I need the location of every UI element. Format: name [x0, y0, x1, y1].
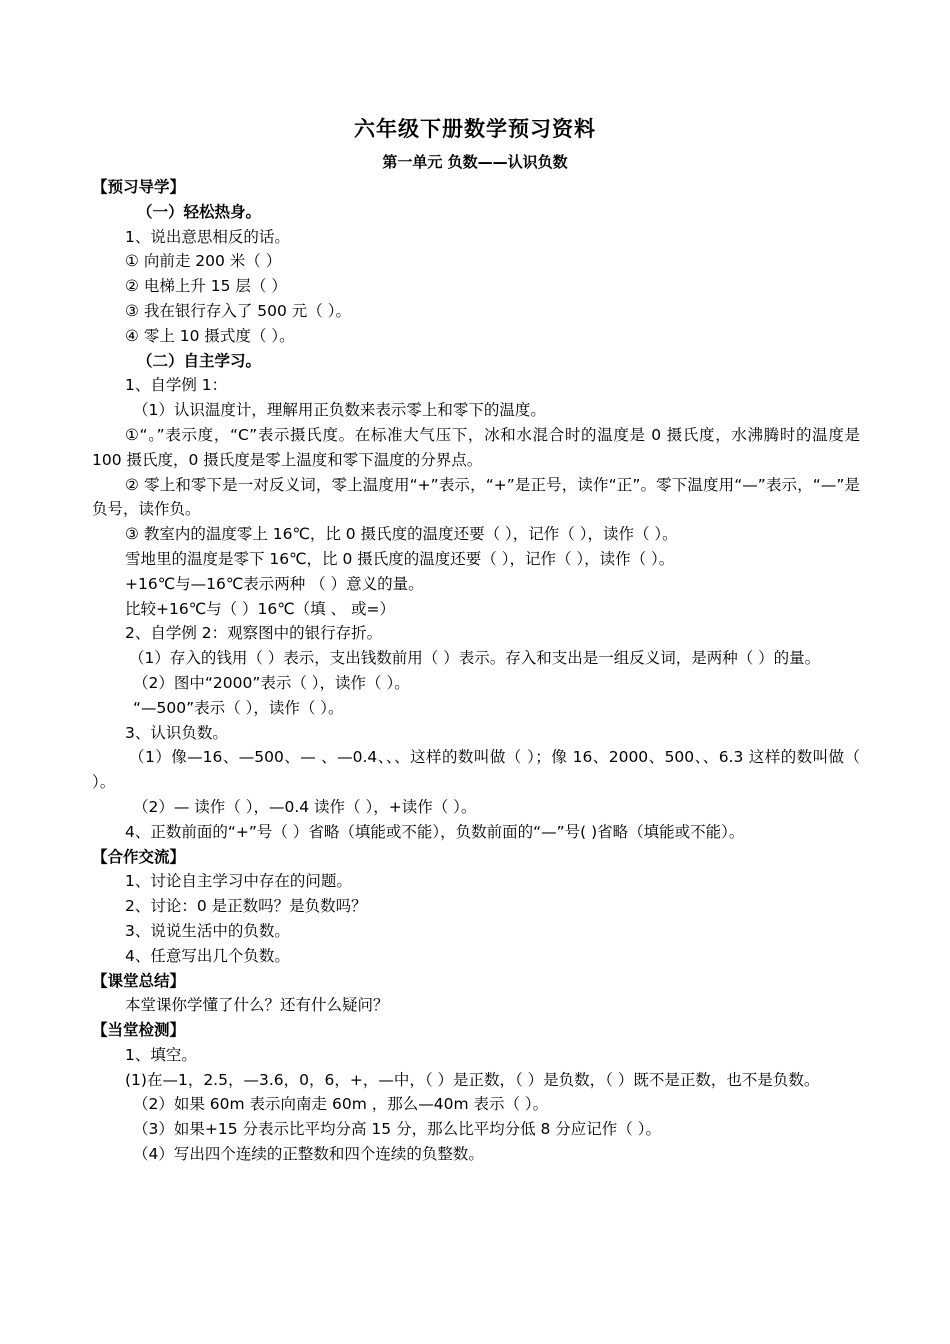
text-line: （1）认识温度计，理解用正负数来表示零上和零下的温度。	[133, 401, 546, 420]
section-heading: 【当堂检测】	[92, 1021, 186, 1040]
text-line: (1)在—1，2.5，—3.6，0，6，+，—中，（ ）是正数，（ ）是负数，（ ）既不是正数，也不是负数。	[125, 1070, 820, 1089]
page-subtitle: 第一单元 负数——认识负数	[382, 153, 568, 171]
text-line: ③ 我在银行存入了 500 元（ ）。	[125, 301, 351, 320]
text-line: （3）如果+15 分表示比平均分高 15 分，那么比平均分低 8 分应记作（ ）。	[133, 1120, 661, 1139]
text-line: ③ 教室内的温度零上 16℃，比 0 摄氏度的温度还要（ ），记作（ ），读作（ ）。	[125, 525, 678, 544]
text-line: （1）存入的钱用（ ）表示，支出钱数前用（ ）表示。存入和支出是一组反义词，是两种（ ）的量。	[129, 649, 821, 668]
text-line: ② 零上和零下是一对反义词，零上温度用“+”表示，“+”是正号，读作“正”。零下温度用“—”表示，“—”是负号，读作负。	[92, 475, 860, 519]
section-heading: 【合作交流】	[92, 847, 186, 866]
text-line: 1、讨论自主学习中存在的问题。	[125, 872, 352, 891]
text-line: （4）写出四个连续的正整数和四个连续的负整数。	[133, 1145, 484, 1164]
text-line: 4、正数前面的“+”号（ ）省略（填能或不能），负数前面的“—”号( )省略（填能或不能）。	[125, 822, 745, 841]
section-heading: 【预习导学】	[92, 178, 186, 196]
text-line: （1）像—16、—500、— 、—0.4、、、这样的数叫做（ ）；像 16、2000、500、、6.3 这样的数叫做（ ）。	[92, 748, 860, 792]
section-heading: （二）自主学习。	[137, 351, 262, 370]
text-line: 4、任意写出几个负数。	[125, 946, 290, 965]
document-body	[92, 175, 860, 1167]
text-line: 1、自学例 1：	[125, 376, 228, 395]
text-line: 2、自学例 2：观察图中的银行存折。	[125, 624, 383, 643]
text-line: 比较+16℃与（ ）16℃（填 、 或=）	[125, 599, 396, 618]
text-line: （2）图中“2000”表示（ ），读作（ ）。	[133, 673, 410, 692]
text-line: “—500”表示（ ），读作（ ）。	[133, 698, 344, 717]
text-line: 3、认识负数。	[125, 723, 228, 742]
text-line: 本堂课你学懂了什么？还有什么疑问？	[125, 996, 389, 1015]
text-line: ④ 零上 10 摄式度（ ）。	[125, 326, 295, 345]
section-heading: （一）轻松热身。	[137, 202, 262, 221]
text-line: ① 向前走 200 米（ ）	[125, 252, 282, 271]
section-heading: 【课堂总结】	[92, 971, 186, 990]
text-line: 2、讨论：0 是正数吗？是负数吗？	[125, 897, 367, 916]
text-line: ② 电梯上升 15 层（ ）	[125, 277, 287, 296]
text-line: 1、说出意思相反的话。	[125, 227, 290, 246]
text-line: 3、说说生活中的负数。	[125, 921, 290, 940]
text-line: （2）— 读作（ ），—0.4 读作（ ），+读作（ ）。	[133, 797, 477, 816]
text-line: 雪地里的温度是零下 16℃，比 0 摄氏度的温度还要（ ），记作（ ），读作（ ）。	[125, 549, 675, 568]
text-line: ①“。”表示度，“C”表示摄氏度。在标准大气压下，冰和水混合时的温度是 0 摄氏度，水沸腾时的温度是 100 摄氏度，0 摄氏度是零上温度和零下温度的分界点。	[92, 425, 860, 469]
page-title: 六年级下册数学预习资料	[354, 117, 596, 141]
text-line: （2）如果 60m 表示向南走 60m ，那么—40m 表示（ ）。	[133, 1095, 549, 1114]
text-line: +16℃与—16℃表示两种 （ ）意义的量。	[125, 574, 424, 593]
text-line: 1、填空。	[125, 1045, 197, 1064]
